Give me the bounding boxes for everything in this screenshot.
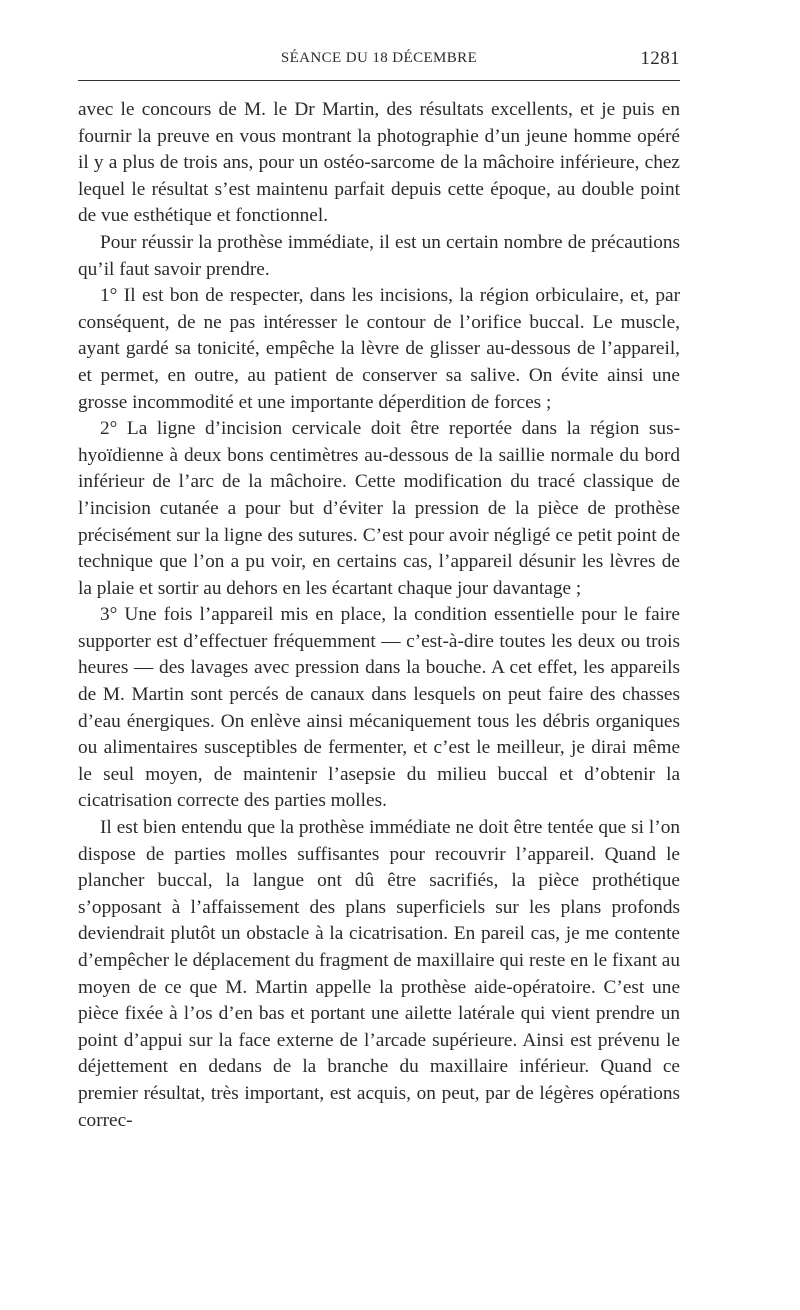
paragraph-point-1: 1° Il est bon de respecter, dans les incisions, la région orbiculaire, et, par conséquent, de ne pas intéresser le contour de l’orifice buccal. Le muscle, ayant gardé sa tonicité, empêche la lèvre de glisser au-dessous de l’appareil, et permet, en outre, au patient de conserver sa salive. On évite ainsi une grosse incommodité et une importante déperdition de forces ;: [78, 285, 680, 413]
paragraph-soft-parts: Il est bien entendu que la prothèse immédiate ne doit être tentée que si l’on dispose de parties molles suffisantes pour recouvrir l’appareil. Quand le plancher buccal, la langue ont dû être sacrifiés, la pièce prothétique s’opposant à l’affaissement des plans superficiels sur les plans profonds deviendrait plutôt un obstacle à la cicatrisation. En pareil cas, je me contente d’empêcher le déplacement du fragment de maxillaire qui reste en le fixant au moyen de ce que M. Martin appelle la prothèse aide-opératoire. C’est une pièce fixée à l’os d’en bas et portant une ailette latérale qui vient prendre un point d’appui sur la face externe de l’arcade supérieure. Ainsi est prévenu le déjettement en dedans de la branche du maxillaire inférieur. Quand ce premier résultat, très important, est acquis, on peut, par de légères opérations correc-: [78, 817, 680, 1131]
page-number: 1281: [640, 48, 680, 69]
paragraph-continued: avec le concours de M. le Dr Martin, des résultats excellents, et je puis en fournir la preuve en vous montrant la photographie d’un jeune homme opéré il y a plus de trois ans, pour un ostéo-sarcome de la mâchoire inférieure, chez lequel le résultat s’est maintenu parfait depuis cette époque, au double point de vue esthétique et fonctionnel.: [78, 99, 680, 227]
running-title: SÉANCE DU 18 DÉCEMBRE: [280, 50, 478, 66]
running-header: [78, 48, 680, 74]
paragraph-point-2: 2° La ligne d’incision cervicale doit être reportée dans la région sus-hyoïdienne à deux bons centimètres au-dessous de la saillie normale du bord inférieur de l’arc de la mâchoire. Cette modification du tracé classique de l’incision cutanée a pour but d’éviter la pression de la pièce de prothèse précisément sur la ligne des sutures. C’est pour avoir négligé ce petit point de technique que l’on a pu voir, en certains cas, l’appareil désunir les lèvres de la plaie et sortir au dehors en les écartant chaque jour davantage ;: [78, 418, 680, 599]
paragraph-point-3: 3° Une fois l’appareil mis en place, la condition essentielle pour le faire supporter est d’effectuer fréquemment — c’est-à-dire toutes les deux ou trois heures — des lavages avec pression dans la bouche. A cet effet, les appareils de M. Martin sont percés de canaux dans lesquels on peut faire des chasses d’eau énergiques. On enlève ainsi mécaniquement tous les débris organiques ou alimentaires susceptibles de fermenter, et c’est le meilleur, je dirai même le seul moyen, de maintenir l’asepsie du milieu buccal et d’obtenir la cicatrisation correcte des parties molles.: [78, 604, 680, 812]
book-page: [78, 48, 680, 1134]
header-rule: [78, 80, 680, 81]
paragraph-precautions-intro: Pour réussir la prothèse immédiate, il est un certain nombre de précautions qu’il faut savoir prendre.: [78, 231, 680, 280]
body-text: [78, 97, 680, 1134]
